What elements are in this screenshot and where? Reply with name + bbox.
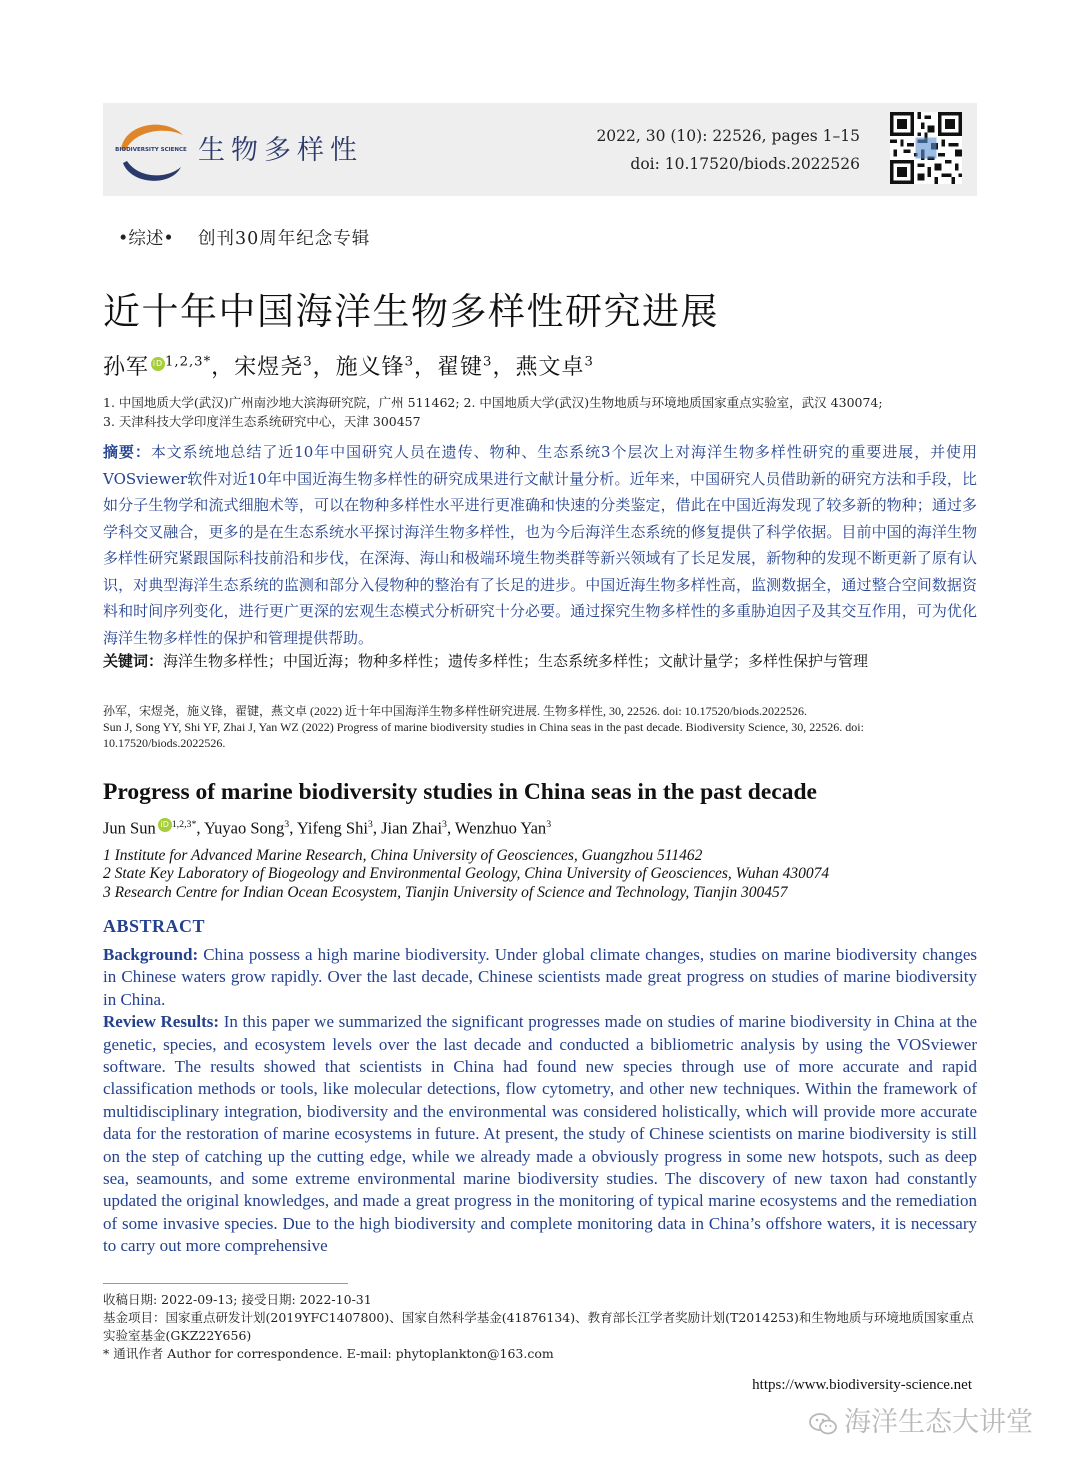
author-affiliation-sup: 3	[284, 819, 290, 830]
author-name: Jun Sun	[103, 818, 156, 838]
journal-name: 生物多样性	[198, 135, 363, 166]
footnote-dates: 收稿日期: 2022-09-13; 接受日期: 2022-10-31	[103, 1292, 372, 1307]
title-chinese: 近十年中国海洋生物多样性研究进展	[103, 290, 719, 333]
title-english: Progress of marine biodiversity studies in China seas in the past decade	[103, 779, 817, 805]
affiliation-en-line: 1 Institute for Advanced Marine Research, China University of Geosciences, Guangzhou 511462	[103, 847, 703, 864]
citation-chinese: 孙军，宋煜尧，施义锋，翟键，燕文卓 (2022) 近十年中国海洋生物多样性研究进展. 生物多样性, 30, 22526. doi: 10.17520/biods.2022526.	[103, 704, 808, 718]
wechat-icon	[808, 1411, 838, 1437]
author-affiliation-sup: 3	[546, 819, 552, 830]
author-affiliation-sup: 3	[404, 354, 415, 370]
citation-english: Sun J, Song YY, Shi YF, Zhai J, Yan WZ (2022) Progress of marine biodiversity studies in China seas in the past decade. Biodiversity Science, 30, 22526. doi: 10.17520/biods.2022526.	[103, 720, 864, 750]
orcid-icon[interactable]: iD	[158, 818, 172, 832]
affiliation-en-line: 2 State Key Laboratory of Biogeology and Environmental Geology, China University of Geosciences, Wuhan 430074	[103, 865, 830, 882]
authors-chinese: 孙军 iD $^{1,2,3*}$，宋煜尧$^3$，施义锋$^3$，翟键$^3$，燕文卓$^3$	[103, 354, 594, 380]
issue-info: 2022, 30 (10): 22526, pages 1–15	[596, 127, 860, 145]
citation-block	[103, 703, 977, 751]
authors-english	[103, 818, 551, 839]
journal-logo	[115, 115, 187, 187]
qr-code-icon	[890, 111, 962, 185]
footnote-correspondence: * 通讯作者 Author for correspondence. E-mail: phytoplankton@163.com	[103, 1346, 554, 1361]
author-name: 孙军	[103, 355, 150, 380]
abstract-chinese	[103, 439, 977, 651]
author-name: , Yifeng Shi	[289, 818, 368, 838]
abstract-english	[103, 944, 977, 1258]
footnote-funding: 基金项目：国家重点研发计划(2019YFC1407800)、国家自然科学基金(41876134)、教育部长江学者奖励计划(T2014253)和生物地质与环境地质国家重点实验室基金(GKZ22Y656)	[103, 1310, 974, 1343]
watermark-text: 海洋生态大讲堂	[844, 1407, 1033, 1438]
abstract-text: 本文系统地总结了近10年中国研究人员在遗传、物种、生态系统3个层次上对海洋生物多样性研究的重要进展，并使用VOSviewer软件对近10年中国近海生物多样性的研究成果进行文献计量分析。近年来，中国研究人员借助新的研究方法和手段，比如分子生物学和流式细胞术等，可以在物种多样性水平进行更准确和快速的分类鉴定，借此在中国近海发现了较多新的物种；通过多学科交叉融合，更多的是在生态系统水平探讨海洋生物多样性，也为今后海洋生态系统的修复提供了科学依据。目前中国的海洋生物多样性研究紧跟国际科技前沿和步伐，在深海、海山和极端环境生物类群等新兴领域有了长足发展，新物种的发现不断更新了原有认识，对典型海洋生态系统的监测和部分入侵物种的整治有了长足的进步。中国近海生物多样性高，监测数据全，通过整合空间数据资料和时间序列变化，进行更广更深的宏观生态模式分析研究十分必要。通过探究生物多样性的多重胁迫因子及其交互作用，可为优化海洋生物多样性的保护和管理提供帮助。	[103, 443, 977, 647]
author-affiliation-sup: 3	[303, 354, 313, 370]
author-affiliation-sup: 3	[442, 819, 447, 830]
author-affiliation-sup: 3	[584, 354, 594, 370]
keywords-text: 海洋生物多样性；中国近海；物种多样性；遗传多样性；生态系统多样性；文献计量学；多样性保护与管理	[163, 652, 869, 670]
keywords-label: 关键词：	[103, 652, 164, 670]
author-affiliation-sup: 3	[483, 354, 493, 370]
author-name: , Yuyao Song	[196, 818, 285, 838]
doi-info: doi: 10.17520/biods.2022526	[630, 155, 860, 173]
results-text: In this paper we summarized the significant progresses made on studies of marine biodiversity in China at the genetic, species, and ecosystem levels over the last decade and conducted a bibliometric analysis by using the VOSviewer software. The results showed that scientists in China had found new species through use of more accurate and rapid classification methods or tools, like molecular detections, flow cytometry, and other new techniques. Within the framework of multidisciplinary integration, biodiversity and the environmental was considered holistically, which will provide more accurate data for the restoration of marine ecosystems in future. At present, the study of Chinese scientists on marine biodiversity is still on the step of catching up the cutting edge, while we already made a obviously progress in some new hotspots, such as deep sea, seamounts, and some extreme environmental marine biodiversity studies. The discovery of new taxon had constantly updated the original knowledges, and made a great progress in the monitoring of typical marine ecosystems and the remediation of some invasive species. Due to the high biodiversity and complete monitoring data in China’s offshore waters, it is necessary to carry out more comprehensive	[103, 1012, 977, 1256]
author-name: 施义锋	[335, 355, 405, 380]
author-affiliation-sup: 1,2,3*	[165, 354, 212, 370]
results-label: Review Results:	[103, 1012, 220, 1032]
author-name: 翟键	[437, 355, 484, 380]
abstract-background-paragraph	[103, 944, 977, 1011]
journal-website-link[interactable]: https://www.biodiversity-science.net	[752, 1377, 972, 1393]
author-name: 宋煜尧	[234, 355, 304, 380]
footnote-divider	[103, 1283, 348, 1284]
author-name: , Jian Zhai	[372, 818, 443, 838]
abstract-heading: ABSTRACT	[103, 916, 206, 936]
section-tag: •综述•	[118, 229, 174, 249]
logo-text: BIODIVERSITY SCIENCE	[115, 147, 187, 153]
abstract-label: 摘要：	[103, 443, 151, 461]
affiliation-cn-line: 1. 中国地质大学(武汉)广州南沙地大滨海研究院，广州 511462; 2. 中国地质大学(武汉)生物地质与环境地质国家重点实验室，武汉 430074;	[103, 395, 883, 410]
affiliation-en-line: 3 Research Centre for Indian Ocean Ecosystem, Tianjin University of Science and Technology, Tianjin 300457	[103, 884, 788, 901]
background-label: Background:	[103, 945, 199, 964]
logo-navy-arc-icon	[123, 161, 181, 181]
wechat-watermark	[808, 1400, 1033, 1439]
footnotes	[103, 1291, 977, 1363]
abstract-results-paragraph	[103, 1011, 977, 1257]
special-issue-label: 创刊30周年纪念专辑	[198, 229, 371, 249]
author-name: , Wenzhuo Yan	[446, 818, 547, 838]
affiliation-cn-line: 3. 天津科技大学印度洋生态系统研究中心，天津 300457	[103, 414, 421, 429]
background-text: China possess a high marine biodiversity. Under global climate changes, studies on marine biodiversity changes in Chinese waters grow rapidly. Over the last decade, Chinese scientists made great progress on studies of marine biodiversity in China.	[103, 945, 977, 1009]
author-affiliation-sup: 1,2,3*	[171, 819, 197, 830]
author-affiliation-sup: 3	[367, 819, 373, 830]
orcid-icon[interactable]: iD	[151, 357, 165, 371]
keywords-chinese	[103, 650, 977, 671]
author-name: 燕文卓	[515, 355, 585, 380]
